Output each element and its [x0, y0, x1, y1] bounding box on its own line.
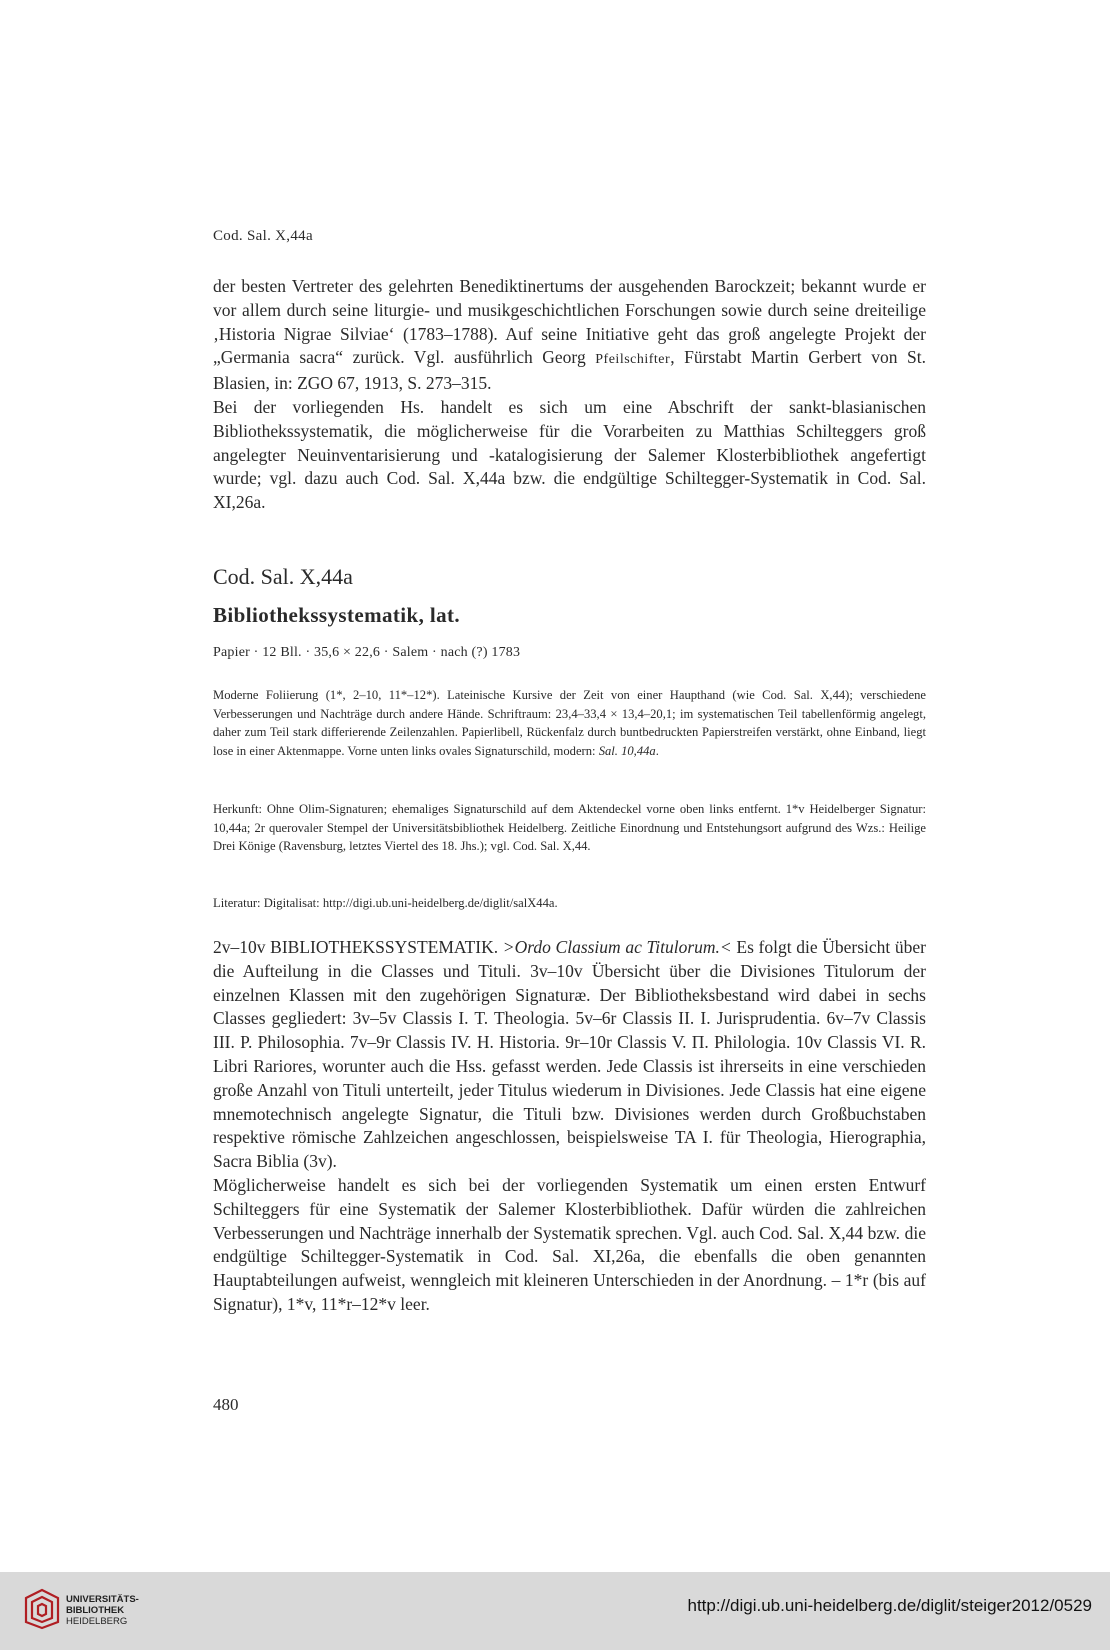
entry-signature: Cod. Sal. X,44a: [213, 564, 353, 589]
intro-text: [213, 275, 926, 515]
contents-description: [213, 936, 926, 1317]
intro-paragraph-2: Bei der vorliegenden Hs. handelt es sich um eine Abschrift der sankt-blasianischen Bibliothekssystematik, die möglicherweise für die Vorarbeiten zu Matthias Schilteggers groß angelegter Neuinventarisierung und -katalogisierung der Salemer Klosterbibliothek angefertigt wurde; vgl. dazu auch Cod. Sal. X,44a bzw. die endgültige Schiltegger-Systematik in Cod. Sal. XI,26a.: [213, 396, 926, 513]
author-smallcaps: Pfeilschifter: [595, 352, 671, 368]
source-url-link[interactable]: http://digi.ub.uni-heidelberg.de/diglit/steiger2012/0529: [687, 1596, 1092, 1615]
contents-paragraph-1: 2v–10v BIBLIOTHEKSSYSTEMATIK. >Ordo Classium ac Titulorum.< Es folgt die Übersicht über die Aufteilung in die Classes und Tituli. 3v–10v Übersicht über die Divisiones Titulorum der einzelnen Klassen mit den zugehörigen Signaturæ. Der Bibliotheksbestand wird dabei in sechs Classes gegliedert: 3v–5v Classis I. T. Theologia. 5v–6r Classis II. I. Jurisprudentia. 6v–7v Classis III. P. Philosophia. 7v–9r Classis IV. H. Historia. 9r–10r Classis V. Π. Philologia. 10v Classis VI. R. Libri Rariores, worunter auch die Hss. gefasst werden. Jede Classis ist ihrerseits in eine verschieden große Anzahl von Tituli unterteilt, jeder Titulus wiederum in Divisiones. Jede Classis hat eine eigene mnemotechnisch angelegte Signatur, die Tituli bzw. Divisiones werden durch Großbuchstaben respektive römische Zahlzeichen angeschlossen, beispielsweise TA I. für Theologia, Hierographia, Sacra Biblia (3v).: [213, 937, 926, 1172]
provenance: Herkunft: Ohne Olim-Signaturen; ehemaliges Signaturschild auf dem Aktendeckel vorne oben links entfernt. 1*v Heidelberger Signatur: 10,44a; 2r querovaler Stempel der Universitätsbibliothek Heidelberg. Zeitliche Einordnung und Entstehungsort aufgrund des Wzs.: Heilige Drei Könige (Ravensburg, letztes Viertel des 18. Jhs.); vgl. Cod. Sal. X,44.: [213, 802, 926, 854]
library-logo[interactable]: [22, 1584, 152, 1638]
footer-bar: [0, 1572, 1110, 1650]
running-head: Cod. Sal. X,44a: [213, 228, 313, 244]
codicological-description: Moderne Foliierung (1*, 2–10, 11*–12*). Lateinische Kursive der Zeit von einer Haupthand (wie Cod. Sal. X,44); verschiedene Verbesserungen und Nachträge durch andere Hände. Schriftraum: 23,4–33,4 × 13,4–20,1; im systematischen Teil tabellenförmig angelegt, daher zum Teil stark differierende Zeilenzahlen. Papierlibell, Rückenfalz durch buntbedruckten Papierstreifen verstärkt, ohne Einband, liegt lose in einer Aktenmappe. Vorne unten links ovales Signaturschild, modern: Sal. 10,44a.: [213, 688, 926, 759]
shelfmark-label: Sal. 10,44a: [598, 744, 656, 759]
literature: Literatur: Digitalisat: http://digi.ub.uni-heidelberg.de/diglit/salX44a.: [213, 896, 558, 910]
entry-title: Bibliothekssystematik, lat.: [213, 603, 461, 627]
folio-range: 2v–10v: [213, 937, 266, 957]
entry-meta: Papier · 12 Bll. · 35,6 × 22,6 · Salem · nach (?) 1783: [213, 645, 521, 660]
page-number: 480: [213, 1395, 239, 1414]
contents-paragraph-2: Möglicherweise handelt es sich bei der vorliegenden Systematik um einen ersten Entwurf Schilteggers für eine Systematik der Salemer Klosterbibliothek. Dafür würden die zahlreichen Verbesserungen und Nachträge innerhalb der Systematik sprechen. Vgl. auch Cod. Sal. X,44 bzw. die endgültige Schiltegger-Systematik in Cod. Sal. XI,26a, die ebenfalls die oben genannten Hauptabteilungen aufweist, wenngleich mit kleineren Unterschieden in der Anordnung. – 1*r (bis auf Signatur), 1*v, 11*r–12*v leer.: [213, 1174, 926, 1314]
incipit: >Ordo Classium ac Titulorum.<: [502, 937, 732, 957]
intro-paragraph-1: der besten Vertreter des gelehrten Benediktinertums der ausgehenden Barockzeit; bekannt wurde er vor allem durch seine liturgie- und musikgeschichtlichen Forschungen sowie durch seine dreiteilige ‚Historia Nigrae Silviae‘ (1783–1788). Auf seine Initiative geht das groß angelegte Projekt der „Germania sacra“ zurück. Vgl. ausführlich Georg Pfeilschifter, Fürstabt Martin Gerbert von St. Blasien, in: ZGO 67, 1913, S. 273–315.: [213, 276, 927, 394]
contents-heading: BIBLIOTHEKSSYSTEMATIK.: [270, 937, 499, 957]
library-logo-text: UNIVERSITÄTS- BIBLIOTHEK HEIDELBERG: [66, 1594, 139, 1627]
library-logo-icon: [22, 1588, 62, 1630]
